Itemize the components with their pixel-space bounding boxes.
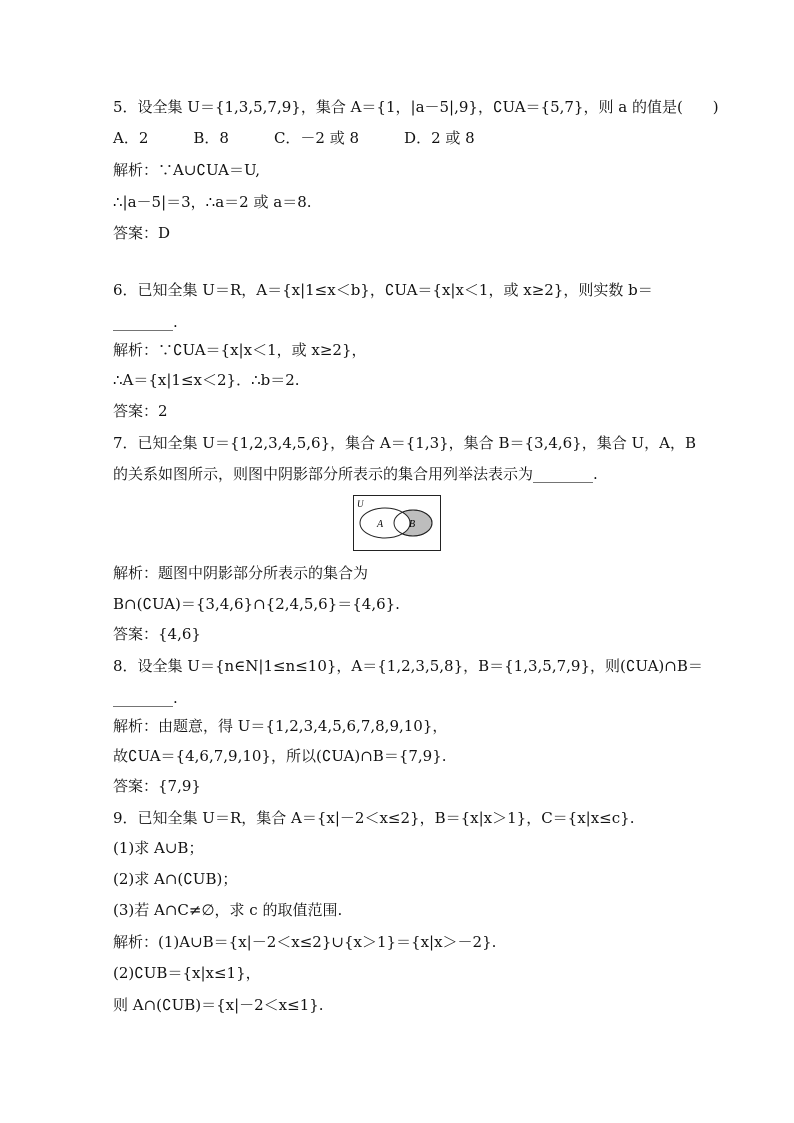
q6-solution-1: 解析：∵∁UA＝{x|x＜1，或 x≥2}， <box>113 341 367 359</box>
q8-solution-2: 故∁UA＝{4,6,7,9,10}，所以(∁UA)∩B＝{7,9}. <box>113 747 447 765</box>
q8-answer: 答案：{7,9} <box>113 777 201 795</box>
q9-part-3: (3)若 A∩C≠∅，求 c 的取值范围. <box>113 901 343 919</box>
q5-answer: 答案：D <box>113 224 171 242</box>
q8-stem: 8．设全集 U＝{n∈N|1≤n≤10}，A＝{1,2,3,5,8}，B＝{1,3,5,7,9}，则(∁UA)∩B＝ <box>113 657 703 675</box>
q9-stem: 9．已知全集 U＝R，集合 A＝{x|－2＜x≤2}，B＝{x|x＞1}，C＝{x|x≤c}. <box>113 809 635 827</box>
label-b: B <box>409 519 416 530</box>
q9-solution-2: (2)∁UB＝{x|x≤1}， <box>113 964 261 982</box>
q5-solution-2: ∴|a－5|＝3，∴a＝2 或 a＝8. <box>113 193 312 211</box>
q7-stem-2: 的关系如图所示，则图中阴影部分所表示的集合用列举法表示为________. <box>113 465 598 483</box>
q9-solution-3: 则 A∩(∁UB)＝{x|－2＜x≤1}. <box>113 996 324 1014</box>
q5-options: A．2 B．8 C．－2 或 8 D．2 或 8 <box>113 129 475 147</box>
label-a: A <box>377 519 384 530</box>
q7-solution-1: 解析：题图中阴影部分所表示的集合为 <box>113 564 369 582</box>
q6-solution-2: ∴A＝{x|1≤x＜2}．∴b＝2. <box>113 371 300 389</box>
q6-blank: ________. <box>113 313 178 331</box>
q9-solution-1: 解析：(1)A∪B＝{x|－2＜x≤2}∪{x＞1}＝{x|x＞－2}. <box>113 933 497 951</box>
label-u: U <box>357 499 364 509</box>
q7-answer: 答案：{4,6} <box>113 625 201 643</box>
q8-blank: ________. <box>113 689 178 707</box>
q7-solution-2: B∩(∁UA)＝{3,4,6}∩{2,4,5,6}＝{4,6}. <box>113 595 400 613</box>
q5-stem: 5．设全集 U＝{1,3,5,7,9}，集合 A＝{1，|a－5|,9}，∁UA＝{5,7}，则 a 的值是( ) <box>113 98 719 116</box>
q7-stem-1: 7．已知全集 U＝{1,2,3,4,5,6}，集合 A＝{1,3}，集合 B＝{3,4,6}，集合 U，A，B <box>113 434 696 452</box>
venn-diagram <box>353 495 441 551</box>
q9-part-1: (1)求 A∪B； <box>113 839 204 857</box>
q9-part-2: (2)求 A∩(∁UB)； <box>113 870 238 888</box>
q6-stem: 6．已知全集 U＝R，A＝{x|1≤x＜b}，∁UA＝{x|x＜1，或 x≥2}，则实数 b＝ <box>113 281 653 299</box>
q6-answer: 答案：2 <box>113 402 168 420</box>
q5-solution-1: 解析：∵A∪∁UA＝U, <box>113 161 260 179</box>
q8-solution-1: 解析：由题意，得 U＝{1,2,3,4,5,6,7,8,9,10}， <box>113 717 448 735</box>
